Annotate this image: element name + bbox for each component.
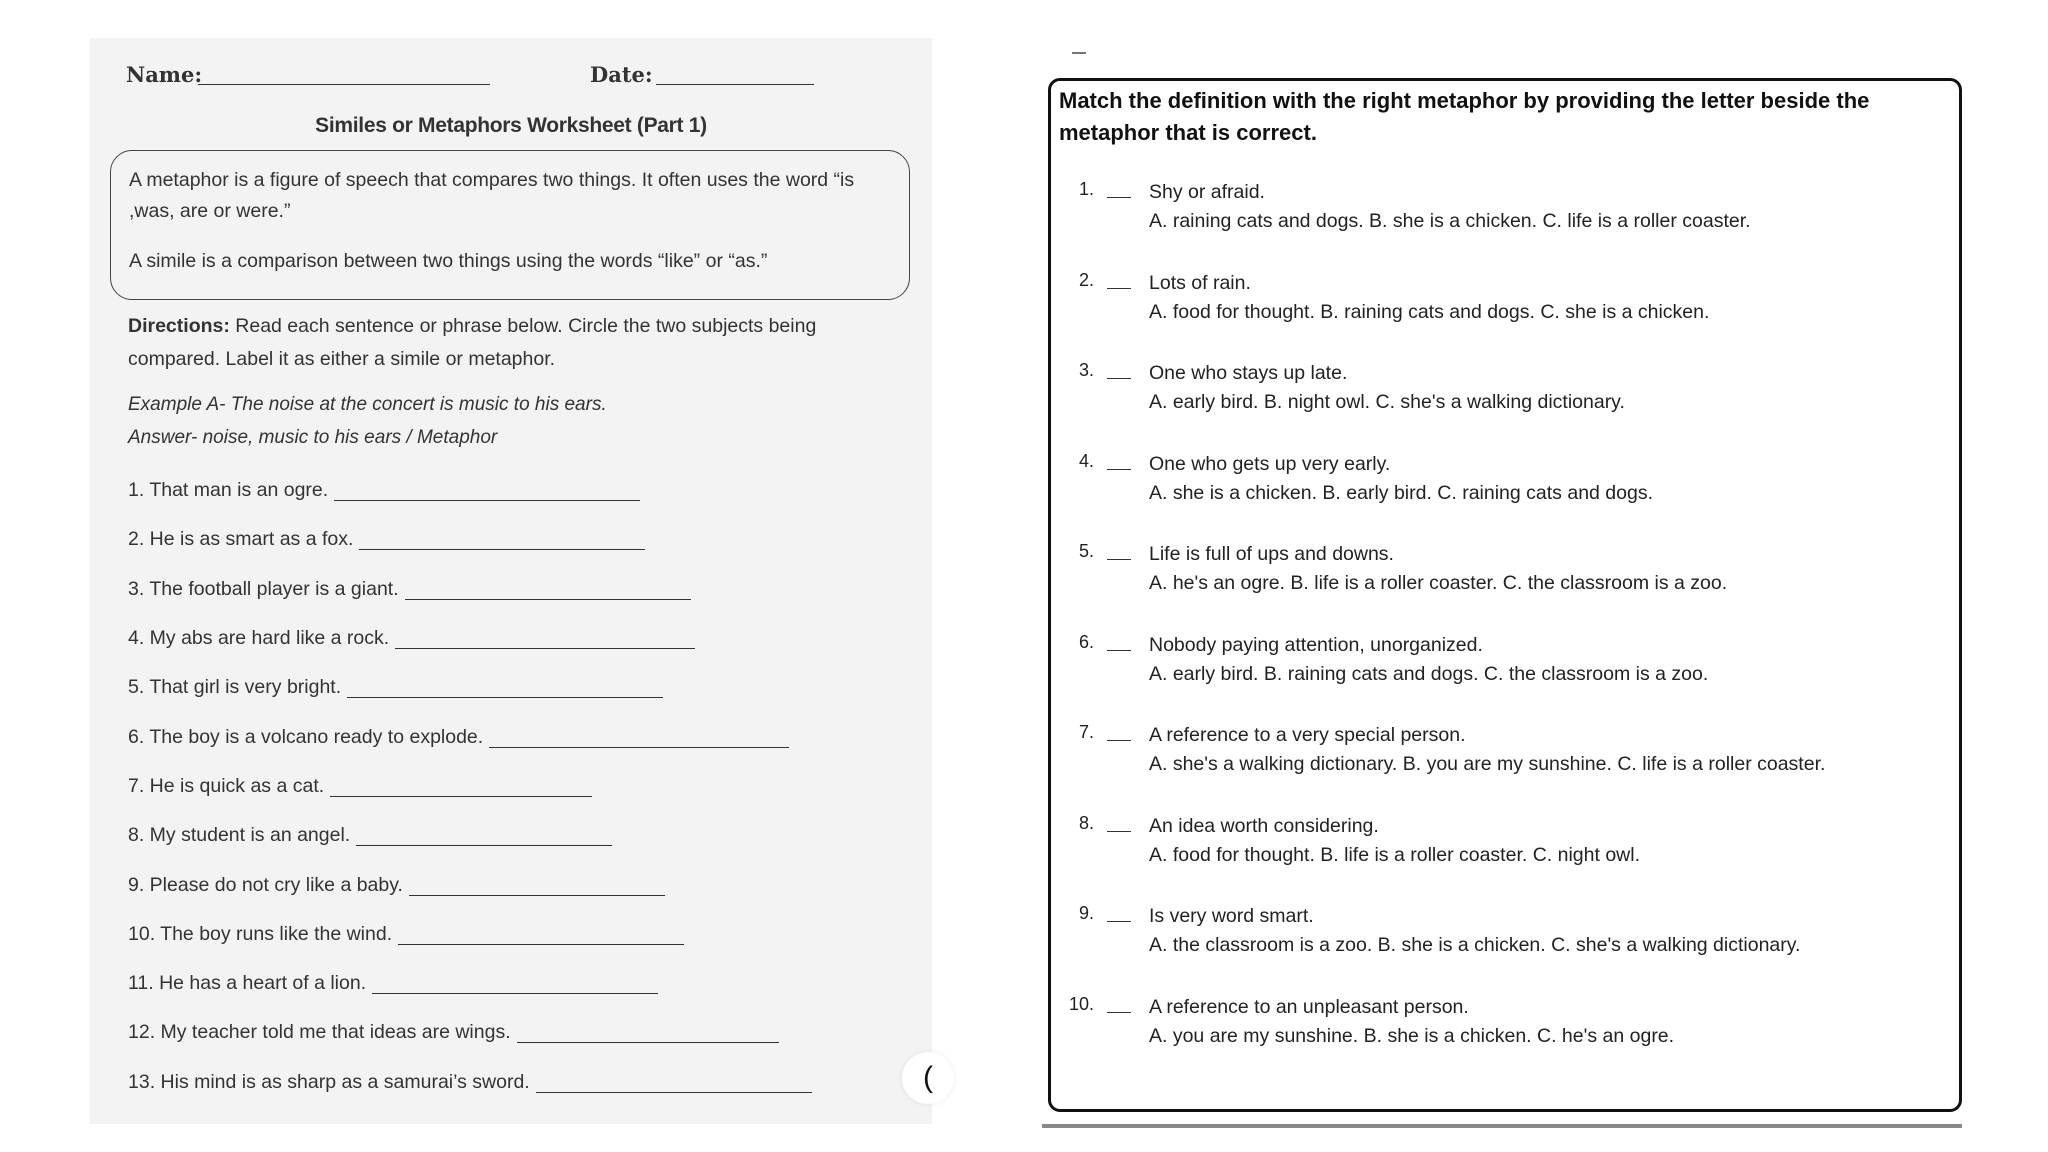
sentence-text: 5. That girl is very bright. [128,676,342,699]
example-sentence: Example A- The noise at the concert is music to his ears. [128,394,607,415]
right-worksheet [1048,78,1962,1112]
worksheet-title: Similes or Metaphors Worksheet (Part 1) [315,114,707,137]
sentence-text: 3. The football player is a giant. [128,577,399,600]
question-number: 6. [1079,631,1095,652]
sentence-item [128,762,908,811]
question-options: A. raining cats and dogs. B. she is a chicken. C. life is a roller coaster. [1149,210,1751,232]
name-label: Name: [126,62,203,87]
answer-blank[interactable] [1107,288,1131,289]
answer-blank[interactable] [1107,559,1131,560]
question-number: 2. [1079,269,1095,290]
matching-instructions: Match the definition with the right metaphor by providing the letter beside the metaphor that is correct. [1059,88,1870,145]
sentence-item [128,466,908,515]
sentence-list [128,466,908,1107]
question-number: 3. [1079,360,1095,380]
answer-blank[interactable] [359,529,645,550]
sentence-text: 10. The boy runs like the wind. [128,922,393,945]
question-number: 1. [1079,179,1095,199]
sentence-item [128,811,908,860]
answer-blank[interactable] [1107,740,1131,741]
simile-definition: A simile is a comparison between two things using the words “like” or “as.” [129,250,768,272]
question-prompt: A reference to a very special person. [1149,724,1466,746]
answer-blank[interactable] [1107,831,1131,832]
sentence-item [128,1058,908,1107]
sentence-text: 4. My abs are hard like a rock. [128,627,390,650]
sentence-item [128,712,908,761]
question-options: A. she is a chicken. B. early bird. C. raining cats and dogs. [1149,481,1654,504]
answer-blank[interactable] [347,677,663,698]
question-options: A. she's a walking dictionary. B. you are my sunshine. C. life is a roller coaster. [1149,753,1826,775]
directions-text: Read each sentence or phrase below. Circle the two subjects being compared. Label it as either a simile or metaphor. [128,315,817,370]
question-prompt: Shy or afraid. [1149,181,1265,203]
answer-blank[interactable] [372,973,658,994]
answer-blank[interactable] [1107,650,1131,651]
name-blank [198,84,490,85]
answer-blank[interactable] [489,727,789,748]
question-number: 9. [1079,903,1095,923]
question-item [1051,543,1951,634]
question-prompt: Is very word smart. [1149,905,1314,927]
directions [128,310,888,376]
question-prompt: A reference to an unpleasant person. [1149,995,1469,1018]
question-item [1051,724,1951,815]
answer-blank[interactable] [405,579,691,600]
answer-blank[interactable] [1107,921,1131,922]
question-prompt: One who stays up late. [1149,362,1348,384]
answer-blank[interactable] [395,628,695,649]
question-prompt: One who gets up very early. [1149,452,1391,475]
question-options: A. he's an ogre. B. life is a roller coaster. C. the classroom is a zoo. [1149,572,1728,594]
sentence-item [128,614,908,663]
question-item [1051,812,1951,906]
answer-blank[interactable] [334,480,640,501]
question-number: 7. [1079,722,1095,742]
metaphor-definition: A metaphor is a figure of speech that compares two things. It often uses the word “is ,was, are or were.” [129,169,855,222]
sentence-item [128,959,908,1008]
question-number: 5. [1079,541,1095,561]
sentence-item [128,1008,908,1057]
question-item [1051,269,1951,363]
directions-label: Directions: [128,315,230,337]
question-options: A. early bird. B. raining cats and dogs. C. the classroom is a zoo. [1149,662,1709,685]
date-blank [656,84,814,85]
sentence-text: 6. The boy is a volcano ready to explode. [128,725,484,748]
answer-blank[interactable] [1107,469,1131,470]
question-item [1051,993,1951,1087]
question-number: 10. [1069,993,1095,1014]
answer-blank[interactable] [330,776,592,797]
answer-blank[interactable] [1107,1012,1131,1013]
answer-blank[interactable] [356,825,612,846]
sentence-item [128,663,908,712]
answer-blank[interactable] [398,924,684,945]
question-item [1051,450,1951,544]
answer-blank[interactable] [517,1022,779,1043]
answer-blank[interactable] [409,875,665,896]
question-prompt: Life is full of ups and downs. [1149,543,1394,565]
top-dash-mark [1072,52,1086,54]
sentence-text: 2. He is as smart as a fox. [128,528,354,551]
question-options: A. the classroom is a zoo. B. she is a chicken. C. she's a walking dictionary. [1149,934,1801,956]
sentence-text: 13. His mind is as sharp as a samurai’s sword. [128,1070,530,1093]
question-prompt: Lots of rain. [1149,271,1251,294]
sentence-text: 8. My student is an angel. [128,824,351,847]
definition-box [110,150,910,300]
question-number: 4. [1079,450,1095,471]
answer-blank[interactable] [1107,378,1131,379]
question-item [1051,905,1951,996]
sentence-text: 9. Please do not cry like a baby. [128,873,403,896]
sentence-item [128,515,908,564]
sentence-text: 12. My teacher told me that ideas are wings. [128,1021,511,1044]
left-worksheet [90,38,932,1124]
sentence-item [128,910,908,959]
question-list [1051,181,1951,1086]
question-prompt: An idea worth considering. [1149,814,1379,837]
question-item [1051,631,1951,725]
question-options: A. early bird. B. night owl. C. she's a walking dictionary. [1149,391,1625,413]
question-options: A. food for thought. B. life is a roller coaster. C. night owl. [1149,843,1640,866]
sentence-item [128,565,908,614]
question-item [1051,181,1951,272]
sentence-text: 11. He has a heart of a lion. [128,972,367,995]
answer-blank[interactable] [536,1072,812,1093]
date-label: Date: [590,62,653,87]
name-date-row [126,62,846,102]
sentence-item [128,860,908,909]
question-options: A. you are my sunshine. B. she is a chicken. C. he's an ogre. [1149,1024,1675,1047]
question-prompt: Nobody paying attention, unorganized. [1149,633,1483,656]
bottom-rule [1042,1124,1962,1128]
sentence-text: 7. He is quick as a cat. [128,774,325,797]
question-options: A. food for thought. B. raining cats and dogs. C. she is a chicken. [1149,300,1710,323]
example-block [128,388,888,454]
bracket-icon: ( [902,1052,954,1104]
example-answer: Answer- noise, music to his ears / Metaphor [128,427,498,448]
sentence-text: 1. That man is an ogre. [128,479,329,502]
question-number: 8. [1079,812,1095,833]
question-item [1051,362,1951,453]
answer-blank[interactable] [1107,197,1131,198]
